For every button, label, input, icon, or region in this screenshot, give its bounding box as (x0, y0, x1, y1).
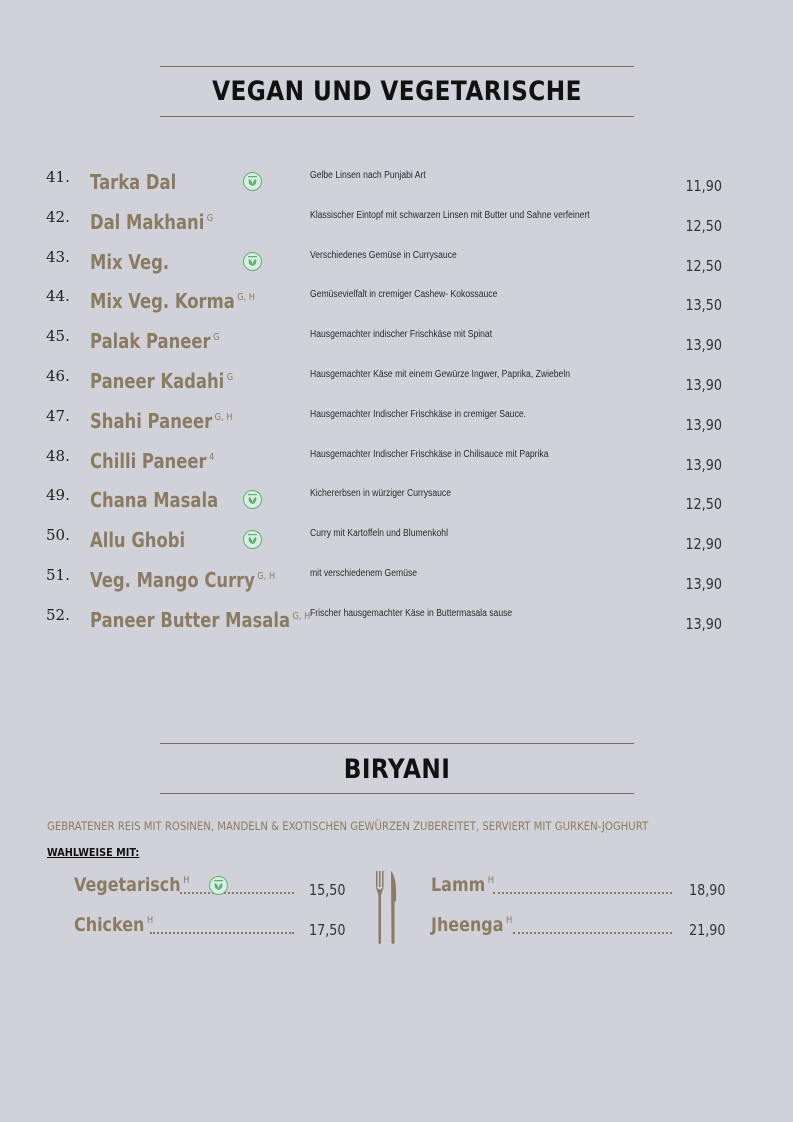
dish-price: 12,50 (685, 256, 722, 275)
dish-description: Gelbe Linsen nach Punjabi Art (310, 170, 426, 181)
dish-description: Gemüsevielfalt in cremiger Cashew- Kokossauce (310, 289, 498, 301)
dish-description: mit verschiedenem Gemüse (310, 568, 418, 579)
bottom-rule (160, 116, 634, 117)
dish-description: Kichererbsen in würziger Currysauce (310, 488, 452, 500)
dish-description: Klassischer Eintopf mit schwarzen Linsen mit Butter und Sahne verfeinert (310, 209, 590, 221)
biryani-option-price: 15,50 (309, 881, 346, 899)
dot-leader (493, 892, 672, 894)
dish-name-text: Palak Paneer (90, 329, 211, 354)
biryani-description: GEBRATENER REIS MIT ROSINEN, MANDELN & EXOTISCHEN GEWÜRZEN ZUBEREITET, SERVIERT MIT GURKEN-JOGHURT (47, 819, 649, 833)
dish-name-text: Paneer Kadahi (90, 369, 225, 393)
vegan-leaf-icon (243, 490, 262, 509)
dish-name (90, 608, 310, 632)
vegan-leaf-icon (243, 530, 262, 549)
dish-name-text: Chana Masala (90, 488, 219, 513)
biryani-bottom-rule (160, 793, 634, 794)
dish-price: 13,50 (685, 296, 722, 315)
dish-name (90, 329, 219, 353)
item-number: 48. (46, 446, 70, 465)
dish-price: 13,90 (685, 376, 722, 394)
dish-name-text: Veg. Mango Curry (90, 568, 255, 592)
item-number: 41. (46, 168, 70, 186)
allergen-codes: G (206, 212, 214, 224)
dish-description: Curry mit Kartoffeln und Blumenkohl (310, 528, 448, 540)
item-number: 51. (46, 566, 70, 584)
biryani-top-rule (160, 743, 634, 744)
dish-name-text: Dal Makhani (90, 209, 205, 234)
dot-leader (513, 932, 672, 934)
dish-name (90, 289, 255, 313)
biryani-option-name (431, 874, 494, 896)
top-rule (160, 66, 634, 67)
item-number: 42. (46, 207, 70, 226)
dish-name-text: Chilli Paneer (90, 448, 207, 473)
dish-description: Hausgemachter Indischer Frischkäse in cremiger Sauce. (310, 408, 527, 420)
allergen-codes: 4 (209, 451, 215, 463)
choice-label: WAHLWEISE MIT: (47, 846, 140, 859)
item-number: 47. (46, 406, 70, 425)
allergen-codes: G (226, 372, 234, 383)
dish-name-text: Paneer Butter Masala (90, 607, 291, 632)
vegan-leaf-icon (243, 172, 262, 191)
dish-name (90, 528, 185, 552)
allergen-codes: H (487, 875, 495, 886)
biryani-option-text: Vegetarisch (74, 874, 181, 896)
allergen-codes: G, H (292, 610, 311, 622)
dish-name (90, 568, 275, 592)
dot-leader (150, 932, 294, 934)
dish-name-text: Allu Ghobi (90, 528, 186, 553)
dish-description: Hausgemachter indischer Frischkäse mit Spinat (310, 329, 493, 341)
dish-name-text: Mix Veg. Korma (90, 289, 235, 314)
allergen-codes: H (183, 875, 190, 886)
dish-price: 12,50 (685, 495, 722, 514)
dish-description: Hausgemachter Käse mit einem Gewürze Ingwer, Paprika, Zwiebeln (310, 369, 571, 380)
allergen-codes: G, H (214, 411, 233, 423)
biryani-option-price: 18,90 (689, 881, 726, 899)
dish-price: 13,90 (685, 575, 722, 593)
vegan-leaf-icon (209, 876, 228, 895)
biryani-option-name (74, 914, 153, 936)
allergen-codes: G (213, 332, 220, 344)
vegan-leaf-icon (243, 252, 262, 271)
biryani-option-text: Chicken (74, 914, 145, 936)
biryani-option-text: Lamm (431, 874, 486, 896)
dish-price: 12,90 (685, 535, 722, 554)
allergen-codes: H (506, 915, 513, 926)
dish-price: 11,90 (685, 177, 722, 195)
dot-leader (180, 892, 294, 894)
dish-price: 13,90 (685, 415, 722, 434)
dish-name (90, 449, 214, 473)
allergen-codes: H (146, 915, 154, 926)
dish-name-text: Mix Veg. (90, 249, 170, 274)
dish-price: 13,90 (685, 336, 722, 355)
dish-description: Hausgemachter Indischer Frischkäse in Chilisauce mit Paprika (310, 448, 549, 460)
item-number: 43. (46, 247, 70, 266)
dish-description: Frischer hausgemachter Käse in Buttermasala sause (310, 607, 513, 619)
dish-price: 13,90 (685, 455, 722, 474)
fork-knife-icon (374, 871, 400, 945)
item-number: 49. (46, 486, 70, 505)
allergen-codes: G, H (237, 292, 255, 304)
dish-name-text: Shahi Paneer (90, 408, 213, 433)
item-number: 46. (46, 367, 70, 385)
dish-name (90, 488, 218, 512)
dish-price: 13,90 (685, 614, 722, 633)
biryani-option-name (431, 914, 512, 936)
dish-name (90, 369, 233, 393)
item-number: 45. (46, 327, 70, 346)
dish-price: 12,50 (685, 216, 722, 235)
allergen-codes: G, H (257, 571, 276, 582)
dish-name (90, 210, 213, 234)
section-title-veg: VEGAN UND VEGETARISCHE (212, 76, 582, 107)
dish-description: Verschiedenes Gemüse in Currysauce (310, 249, 457, 261)
item-number: 44. (46, 287, 70, 306)
item-number: 50. (46, 526, 70, 545)
biryani-option-price: 21,90 (689, 921, 726, 939)
dish-name (90, 170, 176, 194)
biryani-option-text: Jheenga (431, 914, 504, 936)
dish-name (90, 409, 232, 433)
item-number: 52. (46, 605, 70, 624)
biryani-option-price: 17,50 (309, 921, 346, 939)
biryani-option-name (74, 874, 189, 896)
dish-name-text: Tarka Dal (90, 170, 177, 194)
dish-name (90, 250, 169, 274)
section-title-biryani: BIRYANI (343, 754, 451, 785)
